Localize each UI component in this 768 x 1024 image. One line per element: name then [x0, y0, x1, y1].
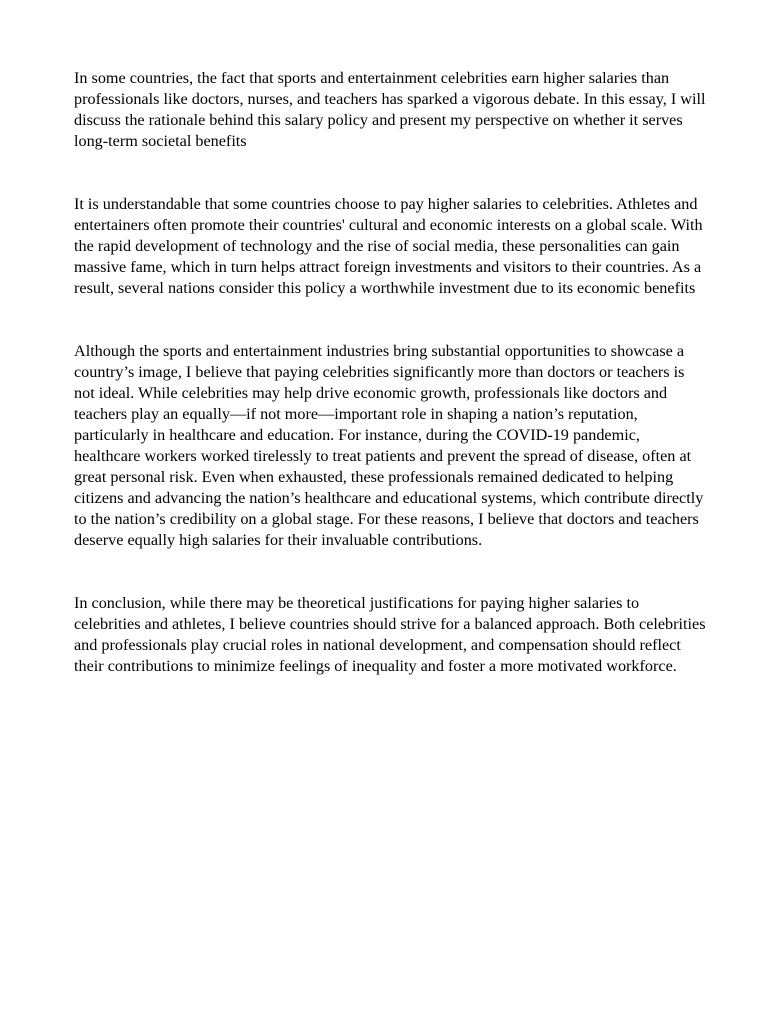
paragraph-introduction: In some countries, the fact that sports and entertainment celebrities earn higher salaries than professionals like doctors, nurses, and teachers has sparked a vigorous debate. In this essay, I will discuss the rationale behind this salary policy and present my perspective on whether it serves long-term societal benefits	[74, 69, 706, 150]
essay-body	[74, 68, 706, 677]
paragraph-body-one: It is understandable that some countries choose to pay higher salaries to celebrities. Athletes and entertainers often promote their countries' cultural and economic interests on a global scale. With the rapid development of technology and the rise of social media, these personalities can gain massive fame, which in turn helps attract foreign investments and visitors to their countries. As a result, several nations consider this policy a worthwhile investment due to its economic benefits	[74, 195, 703, 297]
paragraph-body-two: Although the sports and entertainment industries bring substantial opportunities to showcase a country’s image, I believe that paying celebrities significantly more than doctors or teachers is not ideal. While celebrities may help drive economic growth, professionals like doctors and teachers play an equally—if not more—important role in shaping a nation’s reputation, particularly in healthcare and education. For instance, during the COVID-19 pandemic, healthcare workers worked tirelessly to treat patients and prevent the spread of disease, often at great personal risk. Even when exhausted, these professionals remained dedicated to helping citizens and advancing the nation’s healthcare and educational systems, which contribute directly to the nation’s credibility on a global stage. For these reasons, I believe that doctors and teachers deserve equally high salaries for their invaluable contributions.	[74, 342, 704, 549]
paragraph-conclusion: In conclusion, while there may be theoretical justifications for paying higher salaries to celebrities and athletes, I believe countries should strive for a balanced approach. Both celebrities and professionals play crucial roles in national development, and compensation should reflect their contributions to minimize feelings of inequality and foster a more motivated workforce.	[74, 594, 706, 675]
